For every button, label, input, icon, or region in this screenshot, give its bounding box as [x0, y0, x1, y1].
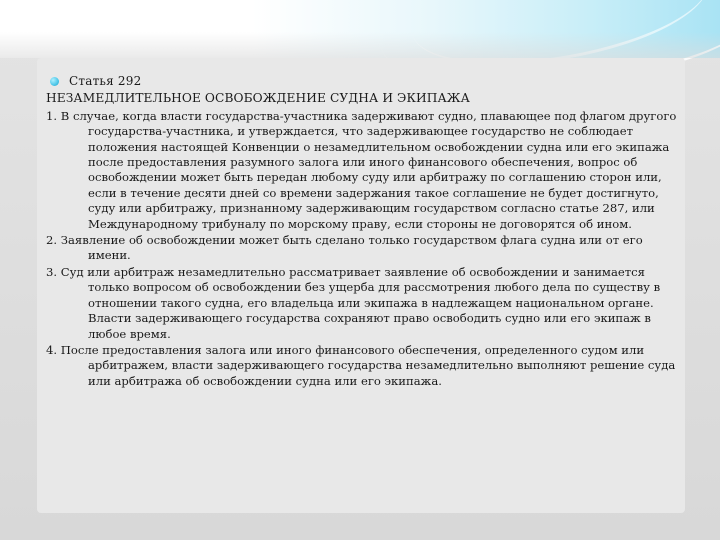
paragraph-4: 4. После предоставления залога или иного финансового обеспечения, определенного судом или арбитражем, власти задерживающего государства незамедлительно выполняют решение суда или арбитража об освобождении судна или его экипажа. [46, 342, 676, 388]
paragraph-2: 2. Заявление об освобождении может быть сделано только государством флага судна или от его имени. [46, 233, 643, 263]
article-heading [46, 74, 686, 89]
paragraph-1: 1. В случае, когда власти государства-участника задерживают судно, плавающее под флагом другого государства-участника, и утверждается, что задерживающее государство не соблюдает положения настоящей Конвенции о незамедлительном освобождении судна или его экипажа после предоставления разумного залога или иного финансового обеспечения, вопрос об освобождении может быть передан любому суду или арбитражу по соглашению сторон или, если в течение десяти дней со времени задержания такое соглашение не будет достигнуто, суду или арбитражу, признанному задерживающим государством согласно статье 287, или Международному трибуналу по морскому праву, если стороны не договорятся об ином. [46, 108, 677, 231]
paragraph-3: 3. Суд или арбитраж незамедлительно рассматривает заявление об освобождении и занимается только вопросом об освобождении без ущерба для рассмотрения любого дела по существу в отношении такого судна, его владельца или экипажа в надлежащем национальном органе. Власти задерживающего государства сохраняют право освободить судно или его экипаж в любое время. [46, 264, 661, 341]
decorative-header-band [0, 0, 720, 58]
article-label: Статья 292 [69, 74, 142, 88]
bullet-icon [50, 77, 59, 86]
page-title: НЕЗАМЕДЛИТЕЛЬНОЕ ОСВОБОЖДЕНИЕ СУДНА И ЭКИПАЖА [46, 91, 470, 106]
slide-text [46, 74, 686, 389]
